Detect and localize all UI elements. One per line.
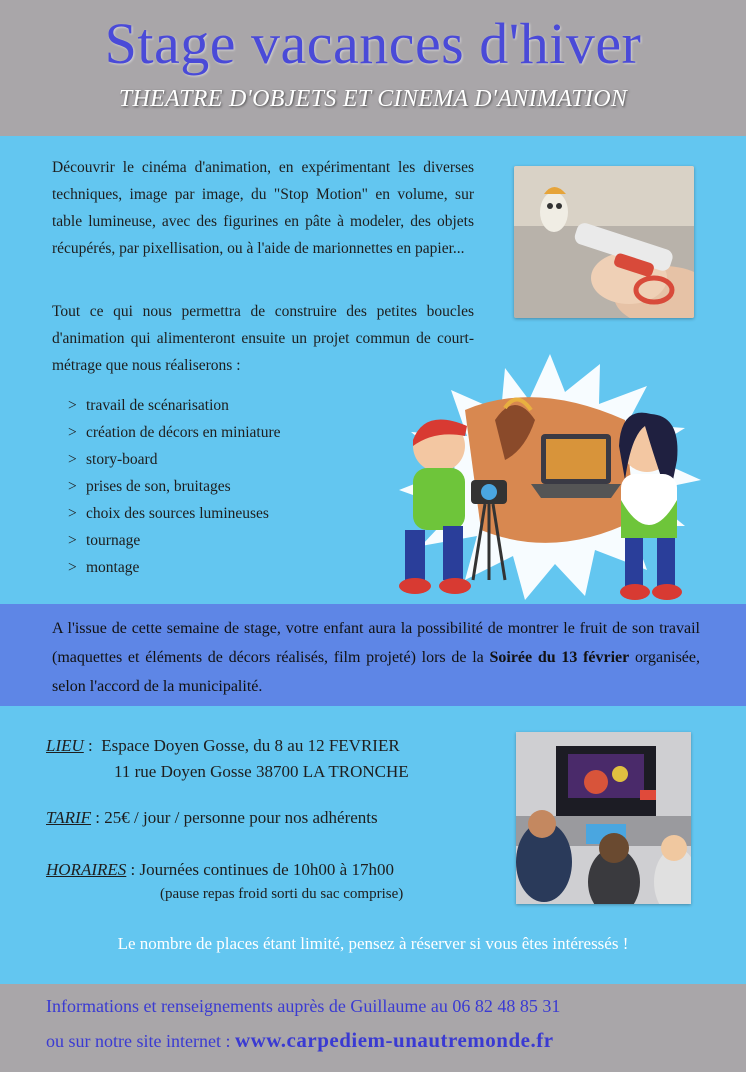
horaires-note: (pause repas froid sorti du sac comprise) (160, 886, 404, 902)
intro-paragraph: Découvrir le cinéma d'animation, en expérimentant les diverses techniques, image par image, du "Stop Motion" en volume, sur table lumineuse, avec des figurines en pâte à modeler, des objets récupérés, par pixellisation, ou à l'aide de marionnettes en papier... (52, 159, 474, 257)
workshop-photo-image (516, 732, 691, 904)
list-item: > montage (68, 559, 140, 576)
kids-animation-illustration (385, 350, 715, 612)
page-title: Stage vacances d'hiver (104, 11, 642, 76)
activities-list (68, 392, 281, 581)
list-item: > story-board (68, 451, 158, 468)
description-section (0, 136, 746, 604)
page-subtitle: THEATRE D'OBJETS ET CINEMA D'ANIMATION (118, 86, 628, 112)
horaires-row: HORAIRES : Journées continues de 10h00 à 17h00 (46, 860, 394, 879)
lieu-value: Espace Doyen Gosse, du 8 au 12 FEVRIER (101, 736, 400, 755)
showcase-paragraph: A l'issue de cette semaine de stage, votre enfant aura la possibilité de montrer le fruit de son travail (maquettes et éléments de décors réalisés, film projeté) lors de la Soirée du 13 février organisée, selon l'accord de la municipalité. (52, 620, 701, 695)
list-item: > choix des sources lumineuses (68, 505, 269, 522)
horaires-value: Journées continues de 10h00 à 17h00 (139, 860, 394, 879)
contact-phone-line: Informations et renseignements auprès de Guillaume au 06 82 48 85 31 (46, 996, 561, 1016)
workshop-photo (516, 732, 691, 904)
tarif-row: TARIF : 25€ / jour / personne pour nos adhérents (46, 808, 378, 827)
contact-website-line: ou sur notre site internet : www.carpediem-unautremonde.fr (46, 1028, 554, 1052)
list-item: > tournage (68, 532, 141, 549)
lieu-row: LIEU : Espace Doyen Gosse, du 8 au 12 FEVRIER (46, 736, 400, 755)
tarif-value: 25€ / jour / personne pour nos adhérents (104, 808, 378, 827)
website-link[interactable]: www.carpediem-unautremonde.fr (234, 1028, 554, 1052)
limited-places-notice: Le nombre de places étant limité, pensez à réserver si vous êtes intéressés ! (117, 934, 629, 953)
list-item: > travail de scénarisation (68, 397, 229, 414)
horaires-label: HORAIRES (46, 860, 127, 879)
header-banner (0, 0, 746, 136)
list-item: > prises de son, bruitages (68, 478, 231, 495)
practical-info-section (0, 706, 746, 984)
contact-footer (0, 984, 746, 1072)
list-item: > création de décors en miniature (68, 424, 281, 441)
project-paragraph: Tout ce qui nous permettra de construire des petites boucles d'animation qui alimenteront ensuite un projet commun de court-métrage que nous réaliserons : (52, 303, 474, 374)
lieu-label: LIEU (46, 736, 84, 755)
claymation-photo-image (514, 166, 694, 318)
highlight-band (0, 604, 746, 706)
tarif-label: TARIF (46, 808, 92, 827)
lieu-address: 11 rue Doyen Gosse 38700 LA TRONCHE (114, 762, 409, 781)
soiree-date: Soirée du 13 février (489, 649, 630, 666)
claymation-photo (514, 166, 694, 318)
